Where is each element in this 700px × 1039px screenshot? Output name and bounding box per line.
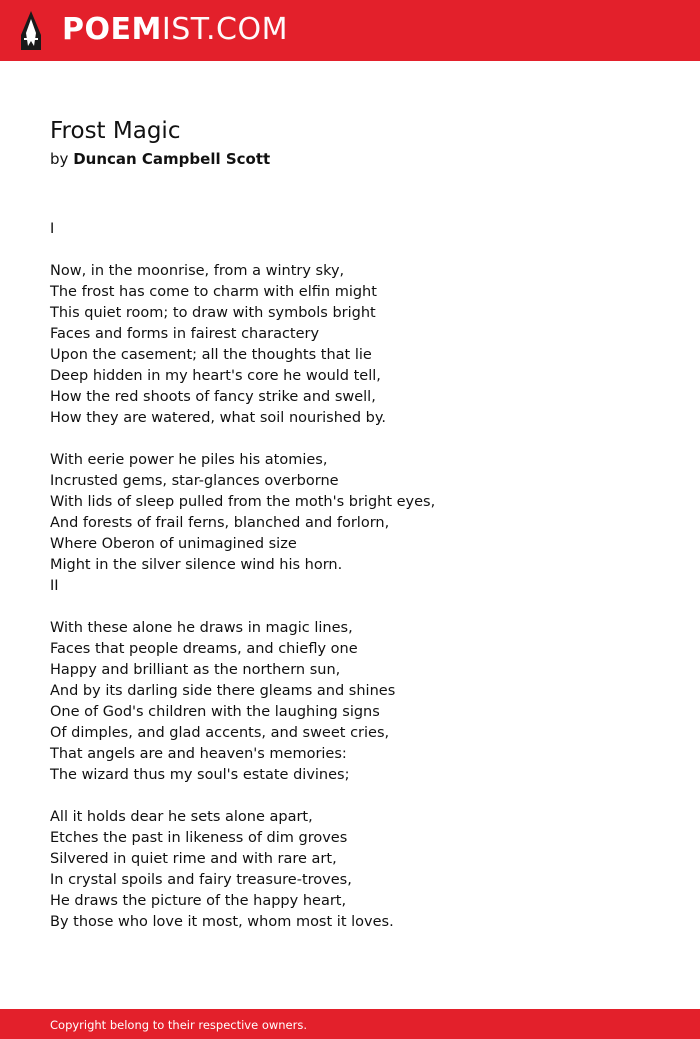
poem-line: And forests of frail ferns, blanched and forlorn, bbox=[50, 515, 390, 531]
poem-line: That angels are and heaven's memories: bbox=[50, 746, 347, 762]
brand-bold: POEM bbox=[62, 12, 162, 47]
poem-line: Where Oberon of unimagined size bbox=[50, 536, 297, 552]
poem-byline bbox=[50, 148, 270, 170]
pen-nib-icon[interactable] bbox=[18, 10, 44, 51]
poem-body bbox=[50, 219, 650, 933]
stanza-break bbox=[50, 597, 650, 618]
poem-line: And by its darling side there gleams and shines bbox=[50, 683, 396, 699]
stanza-break bbox=[50, 786, 650, 807]
by-label: by bbox=[50, 150, 69, 168]
poem-author: Duncan Campbell Scott bbox=[73, 150, 271, 168]
poem-line: II bbox=[50, 578, 59, 594]
poem-line: This quiet room; to draw with symbols bright bbox=[50, 305, 376, 321]
poem-line: Upon the casement; all the thoughts that lie bbox=[50, 347, 372, 363]
brand-light: IST.COM bbox=[161, 12, 288, 47]
poem-line: How they are watered, what soil nourished by. bbox=[50, 410, 386, 426]
poem-line: I bbox=[50, 221, 55, 237]
copyright-text: Copyright belong to their respective owners. bbox=[50, 1018, 308, 1032]
poem-line: All it holds dear he sets alone apart, bbox=[50, 809, 313, 825]
site-header bbox=[0, 0, 700, 61]
stanza-break bbox=[50, 429, 650, 450]
poem-line: The wizard thus my soul's estate divines; bbox=[50, 767, 350, 783]
poem-line: Etches the past in likeness of dim groves bbox=[50, 830, 348, 846]
site-logo-link[interactable] bbox=[62, 12, 288, 48]
poem-line: The frost has come to charm with elfin might bbox=[50, 284, 377, 300]
poem-line: With lids of sleep pulled from the moth's bright eyes, bbox=[50, 494, 436, 510]
poem-line: Happy and brilliant as the northern sun, bbox=[50, 662, 341, 678]
poem-line: Silvered in quiet rime and with rare art, bbox=[50, 851, 337, 867]
site-footer bbox=[0, 1009, 700, 1039]
poem-line: Of dimples, and glad accents, and sweet cries, bbox=[50, 725, 390, 741]
poem-line: Faces that people dreams, and chiefly one bbox=[50, 641, 358, 657]
poem-line: With eerie power he piles his atomies, bbox=[50, 452, 328, 468]
poem-title: Frost Magic bbox=[50, 118, 181, 144]
poem-line: Might in the silver silence wind his horn. bbox=[50, 557, 343, 573]
poem-line: Faces and forms in fairest charactery bbox=[50, 326, 320, 342]
poem-line: He draws the picture of the happy heart, bbox=[50, 893, 347, 909]
poem-line: Now, in the moonrise, from a wintry sky, bbox=[50, 263, 345, 279]
poem-line: Deep hidden in my heart's core he would tell, bbox=[50, 368, 381, 384]
stanza-break bbox=[50, 240, 650, 261]
poem-line: One of God's children with the laughing signs bbox=[50, 704, 380, 720]
poem-line: By those who love it most, whom most it loves. bbox=[50, 914, 394, 930]
poem-line: Incrusted gems, star-glances overborne bbox=[50, 473, 339, 489]
poem-line: In crystal spoils and fairy treasure-troves, bbox=[50, 872, 352, 888]
poem-line: With these alone he draws in magic lines, bbox=[50, 620, 353, 636]
poem-line: How the red shoots of fancy strike and swell, bbox=[50, 389, 376, 405]
